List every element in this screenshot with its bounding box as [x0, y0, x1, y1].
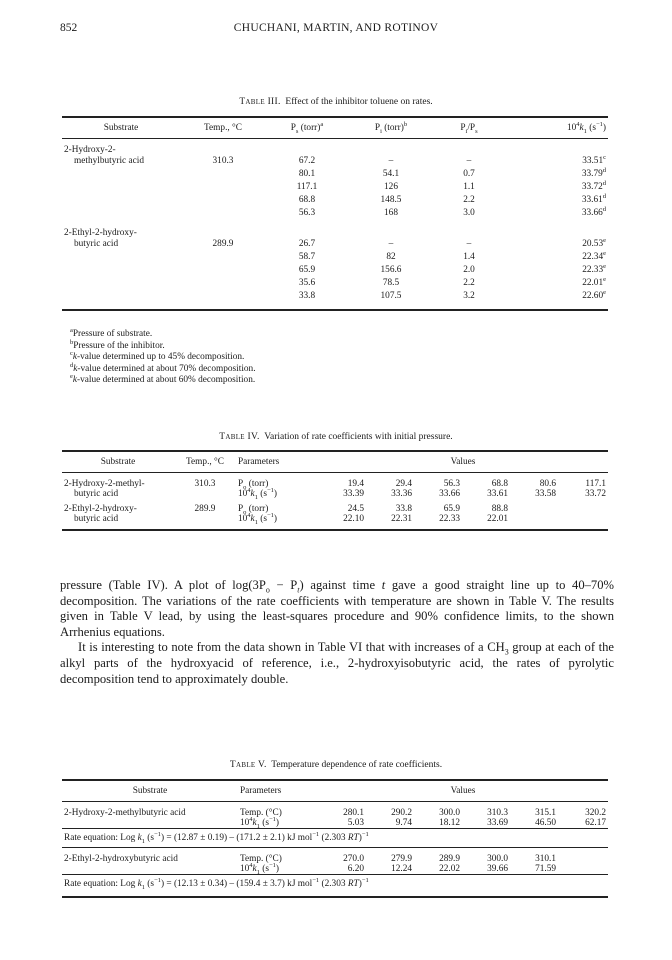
table4: [62, 450, 608, 531]
table4-col-values: Values: [450, 457, 476, 467]
paragraph-2: It is interesting to note from the data shown in Table VI that with increases of a $CH_3$ group at each of the alkyl parts of the hydroxyacid of reference, i.e., 2-hydroxyisobutyric acid, the rates of pyrolytic decomposition tend to approximately double.: [60, 640, 615, 686]
table-row: 2-Hydroxy-2-methylbutyric acid Temp. (°C) 280.1 290.2 300.0 310.3 315.1 320.2: [64, 808, 606, 818]
table-row: butyric acid 289.9 26.7 – – 20.53e: [74, 236, 606, 249]
table-row: 56.3 168 3.0 33.66$^d$: [298, 205, 606, 218]
table3-footnote: $^a$Pressure of substrate.: [70, 326, 153, 339]
table3-col-ps: $P_s$ (torr)$^a$: [290, 120, 324, 135]
page-number: 852: [60, 22, 78, 34]
table3-col-substrate: Substrate: [103, 123, 139, 133]
table4-caption-text: Variation of rate coefficients with initial pressure.: [264, 432, 453, 442]
table-row: 80.1 54.1 0.7 33.79$^d$: [298, 166, 606, 179]
table3-footnote: $^d$k-value determined at about 70% decomposition.: [70, 361, 256, 374]
table5-caption-label: Table V.: [229, 760, 267, 770]
table3-footnote: $^b$Pressure of the inhibitor.: [70, 338, 165, 351]
table5-caption: [0, 760, 672, 770]
table5: [62, 779, 608, 898]
table-row: 117.1 126 1.1 33.72$^d$: [296, 179, 606, 192]
table-row: butyric acid $10^4k_1$ $(s^{-1})$ 33.39 33.36 33.66 33.61 33.58 33.72: [74, 486, 606, 501]
table3: [62, 116, 608, 311]
table-row: 2-Ethyl-2-hydroxybutyric acid Temp. (°C) 270.0 279.9 289.9 300.0 310.1: [64, 854, 556, 864]
table3-caption-text: Effect of the inhibitor toluene on rates.: [285, 97, 433, 107]
table4-col-params: Parameters: [238, 457, 280, 467]
table4-caption-label: Table IV.: [219, 432, 260, 442]
table5-col-values: Values: [450, 786, 476, 796]
table3-footnote: $^e$k-value determined at about 60% decomposition.: [70, 373, 256, 386]
table-row: methylbutyric acid 310.3 67.2 – – 33.51$^c$: [74, 153, 606, 166]
table5-col-params: Parameters: [240, 786, 282, 796]
table-row: $10^4k_1$ $(s^{-1})$ 6.20 12.24 22.02 39.66 71.59: [240, 861, 556, 876]
table3-col-ratio: $P_i/P_s$: [460, 123, 478, 135]
table3-header-row: [62, 117, 608, 139]
table-row: 2-Hydroxy-2-methyl- 310.3 $P_o$ (torr) 19.4 29.4 56.3 68.8 80.6 117.1: [64, 479, 606, 491]
table4-col-substrate: Substrate: [100, 457, 136, 467]
table-row: 65.9 156.6 2.0 22.33e: [298, 262, 606, 275]
running-head: [60, 22, 612, 38]
table3-caption-label: Table III.: [239, 97, 281, 107]
paragraph-1: pressure (Table IV). A plot of $\log(3P_o - P_t)$ against time t gave a good straight line up to 40–70% decomposition. The variations of the rate coefficients with temperature are shown in Table V. The results given in Table V lead, by using the least-squares procedure and 90% confidence limits, to the shown Arrhenius equations.: [60, 578, 615, 639]
rate-equation-row: [62, 829, 608, 848]
table3-col-pi: $P_i$ (torr)$^b$: [374, 120, 408, 135]
rate-equation: Rate equation: Log $k_1$ $(s^{-1}) = (12.13 \pm 0.34) - (159.4 \pm 3.7)$ kJ mol$^{-1}$ (2.303 RT)$^{-1}$: [62, 875, 608, 894]
table-row: $10^4k_1$ $(s^{-1})$ 5.03 9.74 18.12 33.69 46.50 62.17: [240, 815, 606, 830]
running-title: CHUCHANI, MARTIN, AND ROTINOV: [233, 22, 439, 34]
table4-header-row: [62, 451, 608, 473]
table4-col-temp: Temp., °C: [186, 457, 224, 467]
table5-col-substrate: Substrate: [132, 786, 168, 796]
table3-footnote: $^c$k-value determined up to 45% decomposition.: [70, 350, 245, 363]
rate-equation: Rate equation: Log $k_1$ $(s^{-1}) = (12.87 \pm 0.19) - (171.2 \pm 2.1)$ kJ mol$^{-1}$ (2.303 RT)$^{-1}$: [62, 829, 608, 848]
table-row: 68.8 148.5 2.2 33.61$^d$: [298, 192, 606, 205]
table3-footnotes: [70, 326, 256, 387]
table-row: 35.6 78.5 2.2 22.01e: [298, 275, 606, 288]
table-row: butyric acid $10^4k_1$ $(s^{-1})$ 22.10 22.31 22.33 22.01: [74, 511, 508, 526]
table3-group-title: 2-Hydroxy-2-: [64, 145, 116, 155]
table-row: 2-Ethyl-2-hydroxy- 289.9 $P_o$ (torr) 24.5 33.8 65.9 88.8: [64, 504, 508, 516]
table3-col-k: $10^4k_1$ $(s^{-1})$: [566, 120, 606, 135]
table-row: 58.7 82 1.4 22.34e: [298, 249, 606, 262]
rate-equation-row: [62, 875, 608, 894]
table4-caption: [0, 432, 672, 442]
table3-caption: [0, 97, 672, 107]
body-text: [60, 578, 614, 687]
table5-header-row: [62, 780, 608, 802]
table3-col-temp: Temp., °C: [204, 123, 242, 133]
table-row: 33.8 107.5 3.2 22.60e: [298, 288, 606, 301]
table3-group-title: 2-Ethyl-2-hydroxy-: [64, 228, 137, 238]
table5-caption-text: Temperature dependence of rate coefficients.: [271, 760, 443, 770]
